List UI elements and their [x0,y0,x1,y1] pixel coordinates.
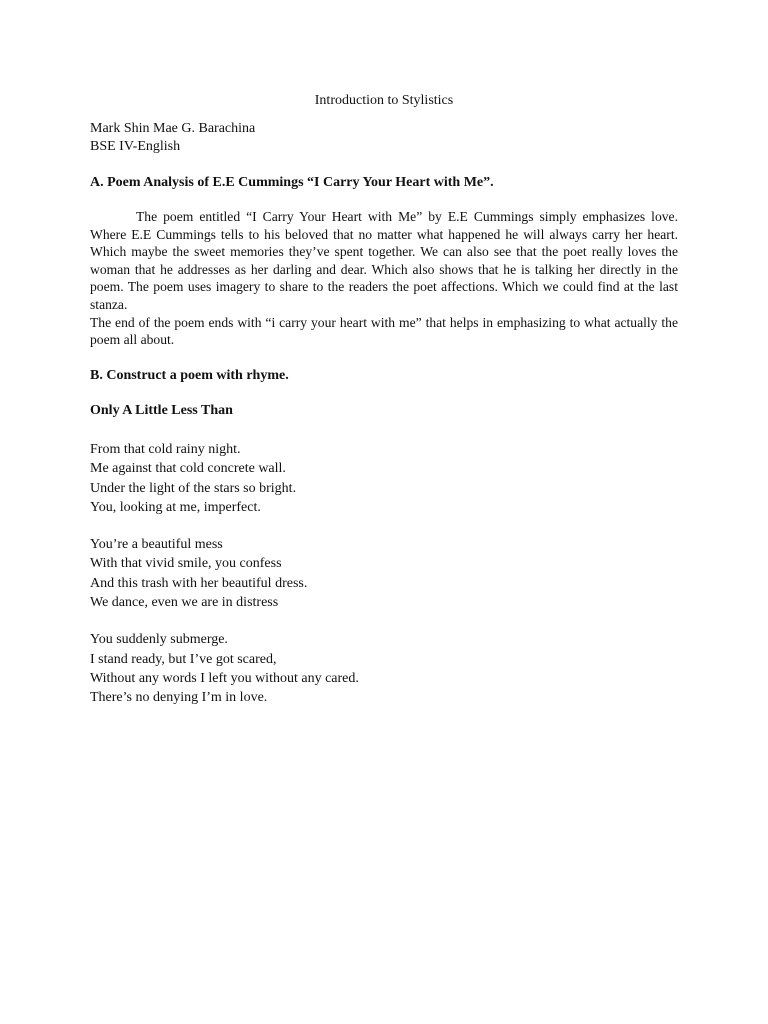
poem-line: Me against that cold concrete wall. [90,461,286,477]
poem-line: We dance, even we are in distress [90,595,279,611]
section-a-heading: A. Poem Analysis of E.E Cummings “I Carry Your Heart with Me”. [90,175,494,190]
essay-paragraph: The end of the poem ends with “i carry your heart with me” that helps in emphasizing to what actually the poem all about. [90,314,678,348]
poem-line: Without any words I left you without any cared. [90,670,359,686]
poem-stanza [90,440,359,517]
poem-line: From that cold rainy night. [90,442,241,457]
poem-line: With that vivid smile, you confess [90,556,282,572]
poem-line: Under the light of the stars so bright. [90,480,297,496]
poem-line: There’s no denying I’m in love. [90,690,268,706]
poem-title: Only A Little Less Than [90,403,233,418]
poem-line: You suddenly submerge. [90,632,228,648]
poem-body [90,440,359,726]
poem-line: You’re a beautiful mess [90,537,223,553]
analysis-essay [90,208,678,349]
poem-line: I stand ready, but I’ve got scared, [90,651,277,667]
poem-stanza [90,535,359,612]
essay-paragraph: The poem entitled “I Carry Your Heart with Me” by E.E Cummings simply emphasizes love. Where E.E Cummings tells to his beloved that no matter what happened he will always carry her heart. Which maybe the sweet memories they’ve spent together. We can also see that the poet really loves the woman that he addresses as her darling and dear. Which also shows that he is talking her directly in the poem. The poem uses imagery to share to the readers the poet affections. Which we could find at the last stanza. [90,209,678,312]
author-block [90,120,255,156]
poem-stanza [90,630,359,707]
poem-line: And this trash with her beautiful dress. [90,575,308,591]
document-title: Introduction to Stylistics [314,93,454,108]
poem-line: You, looking at me, imperfect. [90,499,261,515]
author-name: Mark Shin Mae G. Barachina [90,121,256,136]
author-course: BSE IV-English [90,139,181,154]
section-b-heading: B. Construct a poem with rhyme. [90,368,289,383]
